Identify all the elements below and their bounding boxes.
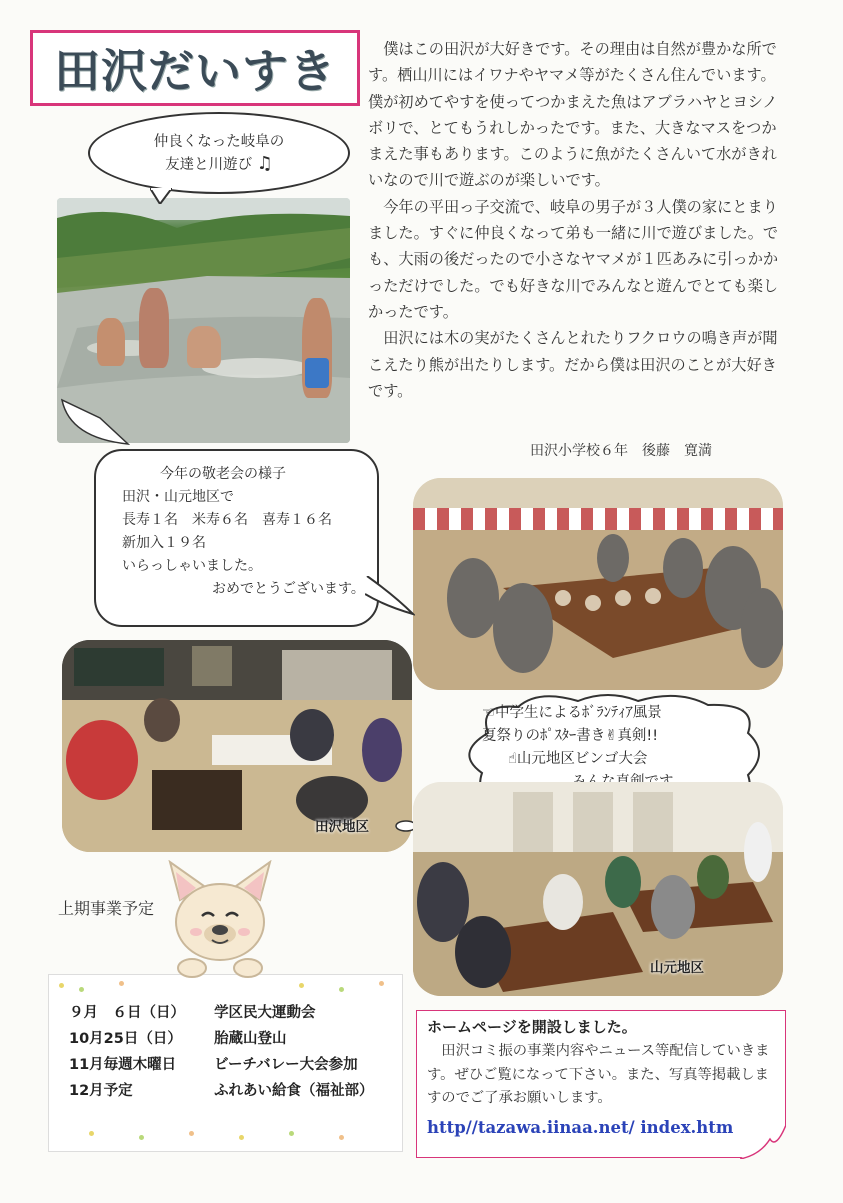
schedule-date: ９月 ６日（日） (69, 1005, 185, 1021)
article-paragraph: 僕はこの田沢が大好きです。その理由は自然が豊かな所です。栖山川にはイワナやヤマメ等がたくさん住んでいます。僕が初めてやすを使ってつかまえた魚はアブラハヤとヨシノボリで、とてもうれしかったです。また、大きなマスをつかまえた事もあります。このように魚がたくさんいて水がきれいなので川で遊ぶのが楽しいです。 (368, 40, 778, 190)
schedule-date: 12月予定 (69, 1083, 133, 1099)
schedule-heading: 上期事業予定 (58, 899, 155, 918)
keirou-line: 田沢・山元地区で (122, 489, 234, 505)
bingo-event-photo (413, 782, 783, 996)
page-fold-corner (740, 1125, 786, 1159)
schedule-row (69, 1001, 399, 1022)
keirou-scene-illustration (413, 478, 783, 690)
keirou-line: 長寿１名 米寿６名 喜寿１６名 (122, 512, 332, 528)
schedule-row (69, 1079, 399, 1100)
homepage-url-link[interactable]: http//tazawa.iinaa.net/ index.htm (427, 1118, 734, 1137)
schedule-event: ビーチバレー大会参加 (214, 1057, 358, 1073)
volunteer-caption-line1: ☜中学生によるﾎﾞﾗﾝﾃｨｱ風景 (482, 705, 662, 721)
volunteer-caption-line3: ☝山元地区ビンゴ大会 (508, 751, 648, 767)
schedule-date: 11月毎週木曜日 (69, 1057, 177, 1073)
river-caption-text: 友達と川遊び (165, 157, 253, 173)
music-note-icon: ♫ (256, 153, 273, 174)
bingo-scene-illustration (413, 782, 783, 996)
schedule-box (48, 974, 403, 1152)
homepage-heading: ホームページを開設しました。 (427, 1018, 637, 1036)
river-caption-bubble (88, 112, 350, 194)
keirou-line: 今年の敬老会の様子 (160, 466, 286, 482)
keirou-bubble-tail (365, 576, 415, 616)
article-paragraph: 今年の平田っ子交流で、岐阜の男子が３人僕の家にとまりました。すぐに仲良くなって弟も一緒に川で遊びました。でも、大雨の後だったので小さなヤマメが１匹あみに引っかかっただけでした。でも好きな川でみんなと遊んでとても楽しかったです。 (368, 197, 779, 321)
keirou-party-photo (413, 478, 783, 690)
keirou-info-bubble (94, 449, 379, 627)
french-bulldog-icon (166, 860, 274, 978)
article-body (368, 36, 788, 404)
keirou-line: 新加入１９名 (122, 535, 206, 551)
schedule-event: 学区民大運動会 (214, 1005, 316, 1021)
river-photo-curl (60, 398, 130, 446)
schedule-event: ふれあい給食（福祉部） (214, 1083, 374, 1099)
article-paragraph: 田沢には木の実がたくさんとれたりフクロウの鳴き声が聞こえたり熊が出たりします。だから僕は田沢のことが大好きです。 (368, 329, 778, 400)
river-caption-line2 (90, 153, 348, 176)
keirou-line: いらっしゃいました。 (122, 558, 262, 574)
photo-label-tazawa: 田沢地区 (315, 819, 369, 835)
volunteer-caption (482, 702, 752, 794)
schedule-date: 10月25日（日） (69, 1031, 182, 1047)
schedule-row (69, 1027, 399, 1048)
keirou-line: おめでとうございます。 (212, 581, 365, 597)
article-author: 田沢小学校６年 後藤 寛満 (530, 443, 712, 459)
river-bubble-tail (150, 188, 172, 204)
photo-label-yamamoto: 山元地区 (650, 960, 704, 976)
page-title: 田沢だいすき (54, 44, 336, 98)
schedule-event: 胎蔵山登山 (214, 1031, 287, 1047)
homepage-body: 田沢コミ振の事業内容やニュース等配信していきます。ぜひご覧になって下さい。また、写真等掲載しますのでご了承お願いします。 (427, 1043, 770, 1106)
schedule-row (69, 1053, 399, 1074)
title-box (30, 30, 360, 106)
river-caption-line1: 仲良くなった岐阜の (153, 134, 285, 150)
volunteer-caption-line2: 夏祭りのﾎﾟｽﾀｰ書き✌真剣!! (482, 728, 659, 744)
